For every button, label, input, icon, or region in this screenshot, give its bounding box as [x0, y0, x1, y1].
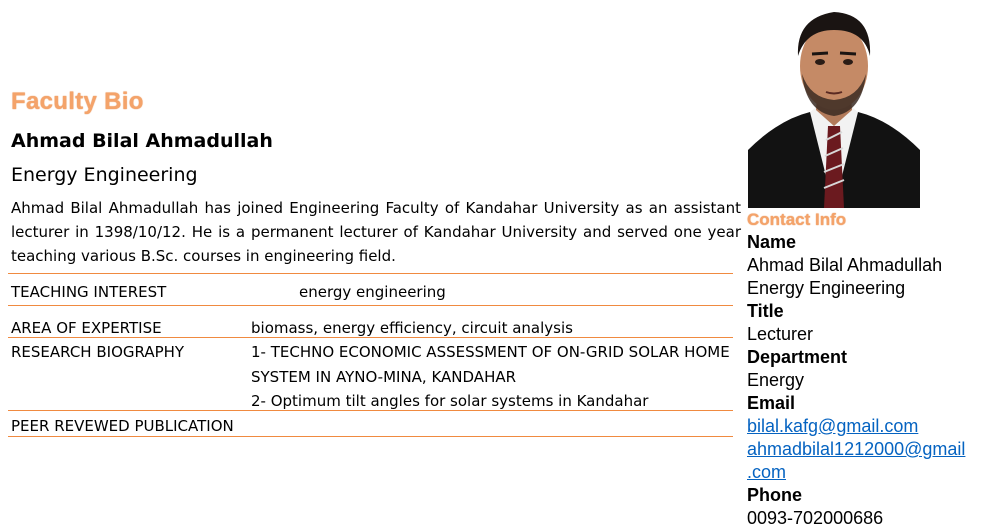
- contact-phone: 0093-702000686: [747, 508, 884, 528]
- contact-title: Lecturer: [747, 324, 814, 344]
- email-link-1[interactable]: bilal.kafg@gmail.com: [747, 416, 919, 436]
- faculty-name: Ahmad Bilal Ahmadullah: [11, 130, 273, 152]
- contact-name: Ahmad Bilal Ahmadullah: [747, 255, 943, 275]
- contact-phone-label: Phone: [747, 485, 803, 505]
- research-item-1-cont: SYSTEM IN AYNO-MINA, KANDAHAR: [251, 368, 517, 386]
- research-item-1: 1- TECHNO ECONOMIC ASSESSMENT OF ON-GRID SOLAR HOME: [251, 343, 730, 361]
- research-item-2: 2- Optimum tilt angles for solar systems in Kandahar: [251, 392, 649, 410]
- contact-name-label: Name: [747, 232, 797, 252]
- bio-summary: Ahmad Bilal Ahmadullah has joined Engineering Faculty of Kandahar University as an assistant lecturer in 1398/10/12. He is a permanent lecturer of Kandahar University and served one year teaching various B.Sc. courses in engineering field.: [11, 199, 741, 265]
- contact-email-label: Email: [747, 393, 796, 413]
- contact-title-label: Title: [747, 301, 784, 321]
- email-link-2-part1: ahmadbilal1212000@gmail: [747, 439, 966, 459]
- profile-photo: [748, 0, 920, 208]
- email-link-2-part2: .com: [747, 462, 787, 482]
- teaching-interest-value: energy engineering: [299, 283, 446, 301]
- table-divider: [8, 305, 733, 306]
- table-divider: [8, 436, 733, 437]
- contact-info-heading: Contact Info: [747, 210, 847, 229]
- publication-label: PEER REVEWED PUBLICATION: [11, 417, 234, 435]
- table-divider: [8, 273, 733, 274]
- expertise-label: AREA OF EXPERTISE: [11, 319, 162, 337]
- contact-panel: [747, 208, 984, 530]
- expertise-value: biomass, energy efficiency, circuit analysis: [251, 319, 573, 337]
- email-link-2[interactable]: [747, 439, 965, 482]
- faculty-department: Energy Engineering: [11, 164, 198, 186]
- contact-department: Energy: [747, 370, 805, 390]
- page-title: Faculty Bio: [11, 88, 144, 115]
- table-divider: [8, 337, 733, 338]
- contact-department-label: Department: [747, 347, 848, 367]
- contact-department-full: Energy Engineering: [747, 278, 906, 298]
- research-biography-label: RESEARCH BIOGRAPHY: [11, 343, 185, 361]
- teaching-interest-label: TEACHING INTEREST: [11, 283, 167, 301]
- table-divider: [8, 410, 733, 411]
